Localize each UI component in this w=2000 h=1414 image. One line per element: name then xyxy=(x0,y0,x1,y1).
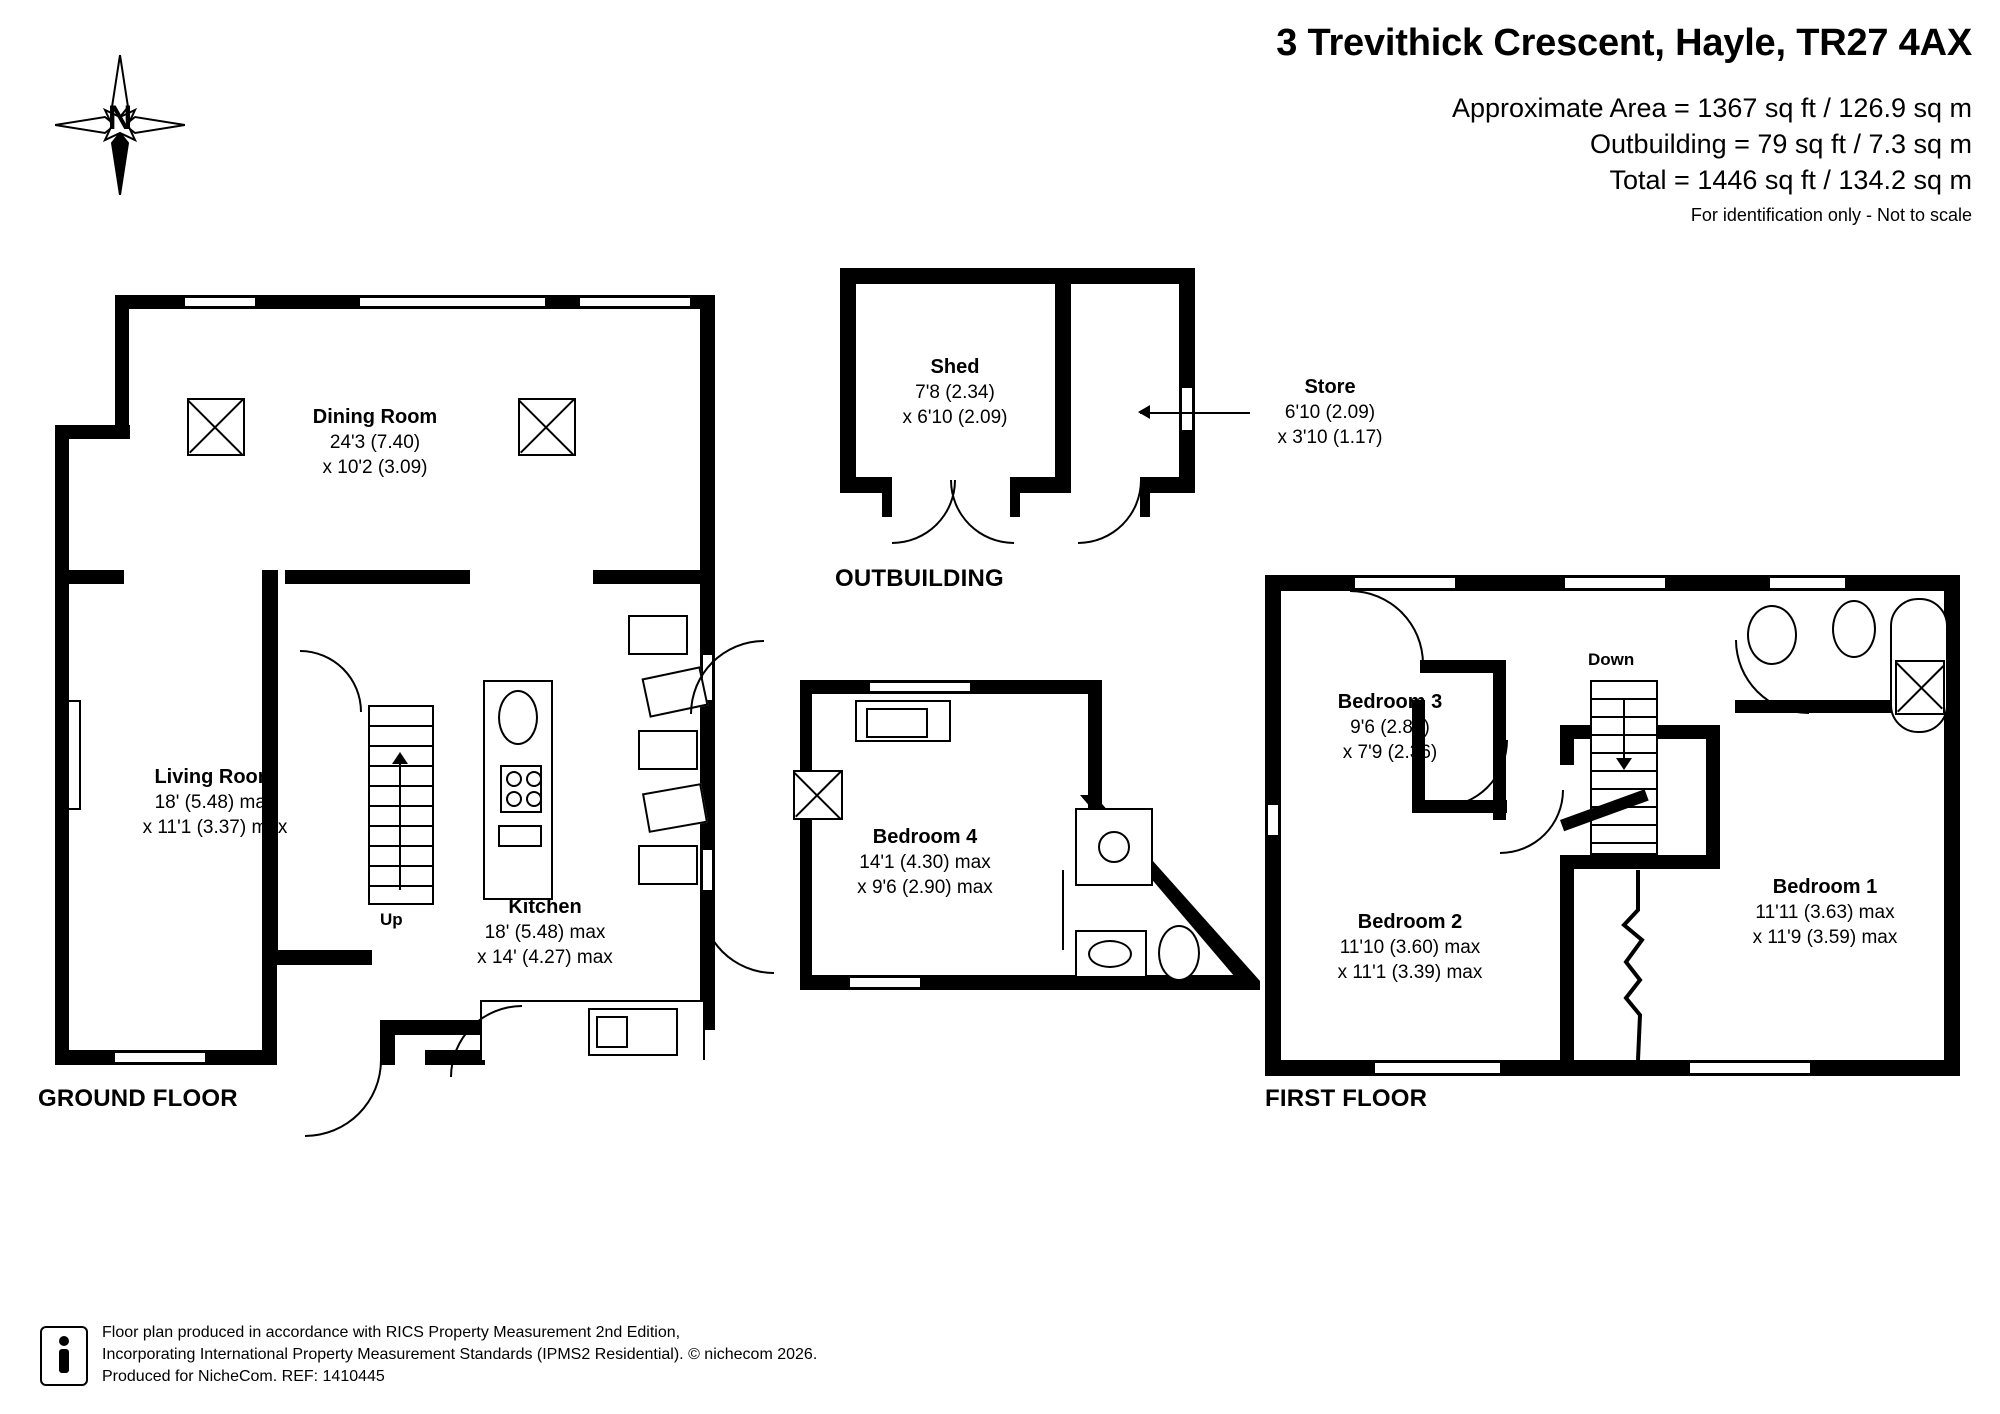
fixture-icon xyxy=(1895,660,1945,715)
sink-icon xyxy=(498,690,538,745)
fixture-icon xyxy=(187,398,245,456)
room-label-dining: Dining Room 24'3 (7.40) x 10'2 (3.09) xyxy=(312,406,438,478)
wall xyxy=(700,295,715,595)
wall xyxy=(1055,268,1071,493)
window xyxy=(870,680,970,694)
wall xyxy=(1265,1060,1375,1076)
wall xyxy=(205,1050,265,1065)
sink-bowl-icon xyxy=(596,1016,628,1048)
door-swing-icon xyxy=(305,1060,382,1137)
cupboard-icon xyxy=(642,783,708,833)
room-label-shed: Shed 7'8 (2.34) x 6'10 (2.09) xyxy=(902,356,1008,428)
wall xyxy=(69,570,124,584)
door-line xyxy=(1062,870,1064,950)
wall xyxy=(115,295,129,435)
stair-down-label: Down xyxy=(1588,650,1635,669)
wall xyxy=(262,950,277,1065)
wall xyxy=(115,295,185,309)
cupboard-icon xyxy=(628,615,688,655)
stair-direction-line xyxy=(399,760,401,890)
ground-floor-title: GROUND FLOOR xyxy=(38,1085,238,1112)
door-swing-icon xyxy=(1500,790,1564,854)
window xyxy=(69,700,81,810)
footer xyxy=(40,1322,817,1388)
page-title: 3 Trevithick Crescent, Hayle, TR27 4AX xyxy=(1276,22,1972,64)
room-label-bedroom3: Bedroom 3 9'6 (2.89) x 7'9 (2.36) xyxy=(1337,691,1443,763)
hob-ring-icon xyxy=(506,771,522,787)
first-floor-title: FIRST FLOOR xyxy=(1265,1085,1428,1112)
window xyxy=(185,295,255,309)
door-swing-icon xyxy=(300,650,362,712)
wall xyxy=(882,477,892,517)
wall xyxy=(1560,900,1574,1060)
area-line-total: Total = 1446 sq ft / 134.2 sq m xyxy=(1609,165,1972,195)
wall xyxy=(55,425,69,1065)
compass-label: N xyxy=(107,99,133,137)
hob-controls-icon xyxy=(498,825,542,847)
stair-up-label: Up xyxy=(380,910,403,929)
wall xyxy=(1665,575,1770,591)
window xyxy=(850,975,920,990)
wall xyxy=(262,950,372,965)
footer-line-1: Floor plan produced in accordance with RICS Property Measurement 2nd Edition, xyxy=(102,1324,681,1341)
window xyxy=(1265,805,1281,835)
wall xyxy=(545,295,580,309)
door-swing-icon xyxy=(892,480,956,544)
toilet-icon xyxy=(1832,600,1876,658)
wall xyxy=(1455,575,1565,591)
wall xyxy=(1500,1060,1690,1076)
window xyxy=(1770,575,1845,591)
door-swing-icon xyxy=(450,1005,522,1077)
disclaimer-text: For identification only - Not to scale xyxy=(1690,205,1972,225)
outbuilding-title: OUTBUILDING xyxy=(835,565,1004,592)
window xyxy=(115,1050,205,1065)
window xyxy=(1690,1060,1810,1076)
wall xyxy=(1560,855,1720,869)
room-label-living: Living Room 18' (5.48) max x 11'1 (3.37) max xyxy=(142,766,288,838)
window xyxy=(360,295,545,309)
footer-line-2: Incorporating International Property Measurement Standards (IPMS2 Residential). © nichecom 2026. xyxy=(102,1346,818,1363)
partition-jagged xyxy=(1620,870,1660,1060)
area-line-approx: Approximate Area = 1367 sq ft / 126.9 sq m xyxy=(1451,93,1972,123)
fixture-icon xyxy=(518,398,576,456)
basin-bowl-icon xyxy=(1088,940,1132,968)
fixture-icon xyxy=(793,770,843,820)
stair-direction-line xyxy=(1623,700,1625,760)
staircase-up xyxy=(368,705,434,905)
stair-arrow-icon xyxy=(1616,758,1632,770)
shower-tray-icon xyxy=(1098,831,1130,863)
leader-line xyxy=(1140,412,1250,414)
leader-arrow-icon xyxy=(1138,405,1150,419)
window xyxy=(700,850,715,890)
door-swing-icon xyxy=(950,480,1014,544)
toilet-icon xyxy=(1158,925,1200,981)
room-label-kitchen: Kitchen 18' (5.48) max x 14' (4.27) max xyxy=(477,896,613,968)
wall xyxy=(1706,725,1720,855)
wall xyxy=(1845,575,1960,591)
window xyxy=(1375,1060,1500,1076)
wall xyxy=(1265,575,1355,591)
area-line-outbuilding: Outbuilding = 79 sq ft / 7.3 sq m xyxy=(1590,129,1972,159)
hob-ring-icon xyxy=(506,791,522,807)
window xyxy=(1355,575,1455,591)
compass-north-icon xyxy=(55,55,185,195)
wall xyxy=(700,700,715,850)
wall xyxy=(1810,1060,1960,1076)
stair-arrow-icon xyxy=(392,752,408,764)
room-label-bedroom4: Bedroom 4 14'1 (4.30) max x 9'6 (2.90) max xyxy=(857,826,993,898)
wall xyxy=(840,268,856,493)
footer-line-3: Produced for NicheCom. REF: 1410445 xyxy=(102,1368,385,1385)
hob-ring-icon xyxy=(526,791,542,807)
door-swing-icon xyxy=(1078,480,1142,544)
cupboard-icon xyxy=(638,730,698,770)
cupboard-icon xyxy=(638,845,698,885)
room-label-store: Store 6'10 (2.09) x 3'10 (1.17) xyxy=(1277,376,1383,448)
wall xyxy=(840,268,1195,284)
wall xyxy=(593,570,705,584)
wall xyxy=(1088,680,1102,810)
area-summary xyxy=(1452,90,1972,198)
person-icon xyxy=(40,1326,88,1386)
sink-bowl-icon xyxy=(866,708,928,738)
room-label-bedroom2: Bedroom 2 11'10 (3.60) max x 11'1 (3.39) max xyxy=(1337,911,1483,983)
window xyxy=(1565,575,1665,591)
wall xyxy=(55,1050,115,1065)
hob-ring-icon xyxy=(526,771,542,787)
wall xyxy=(1560,725,1574,765)
wall xyxy=(255,295,360,309)
room-label-bedroom1: Bedroom 1 11'11 (3.63) max x 11'9 (3.59) max xyxy=(1752,876,1898,948)
door-swing-icon xyxy=(1350,590,1424,664)
wall xyxy=(700,595,715,655)
wall xyxy=(285,570,470,584)
window xyxy=(580,295,690,309)
wall xyxy=(1179,268,1195,388)
window xyxy=(1179,388,1195,430)
